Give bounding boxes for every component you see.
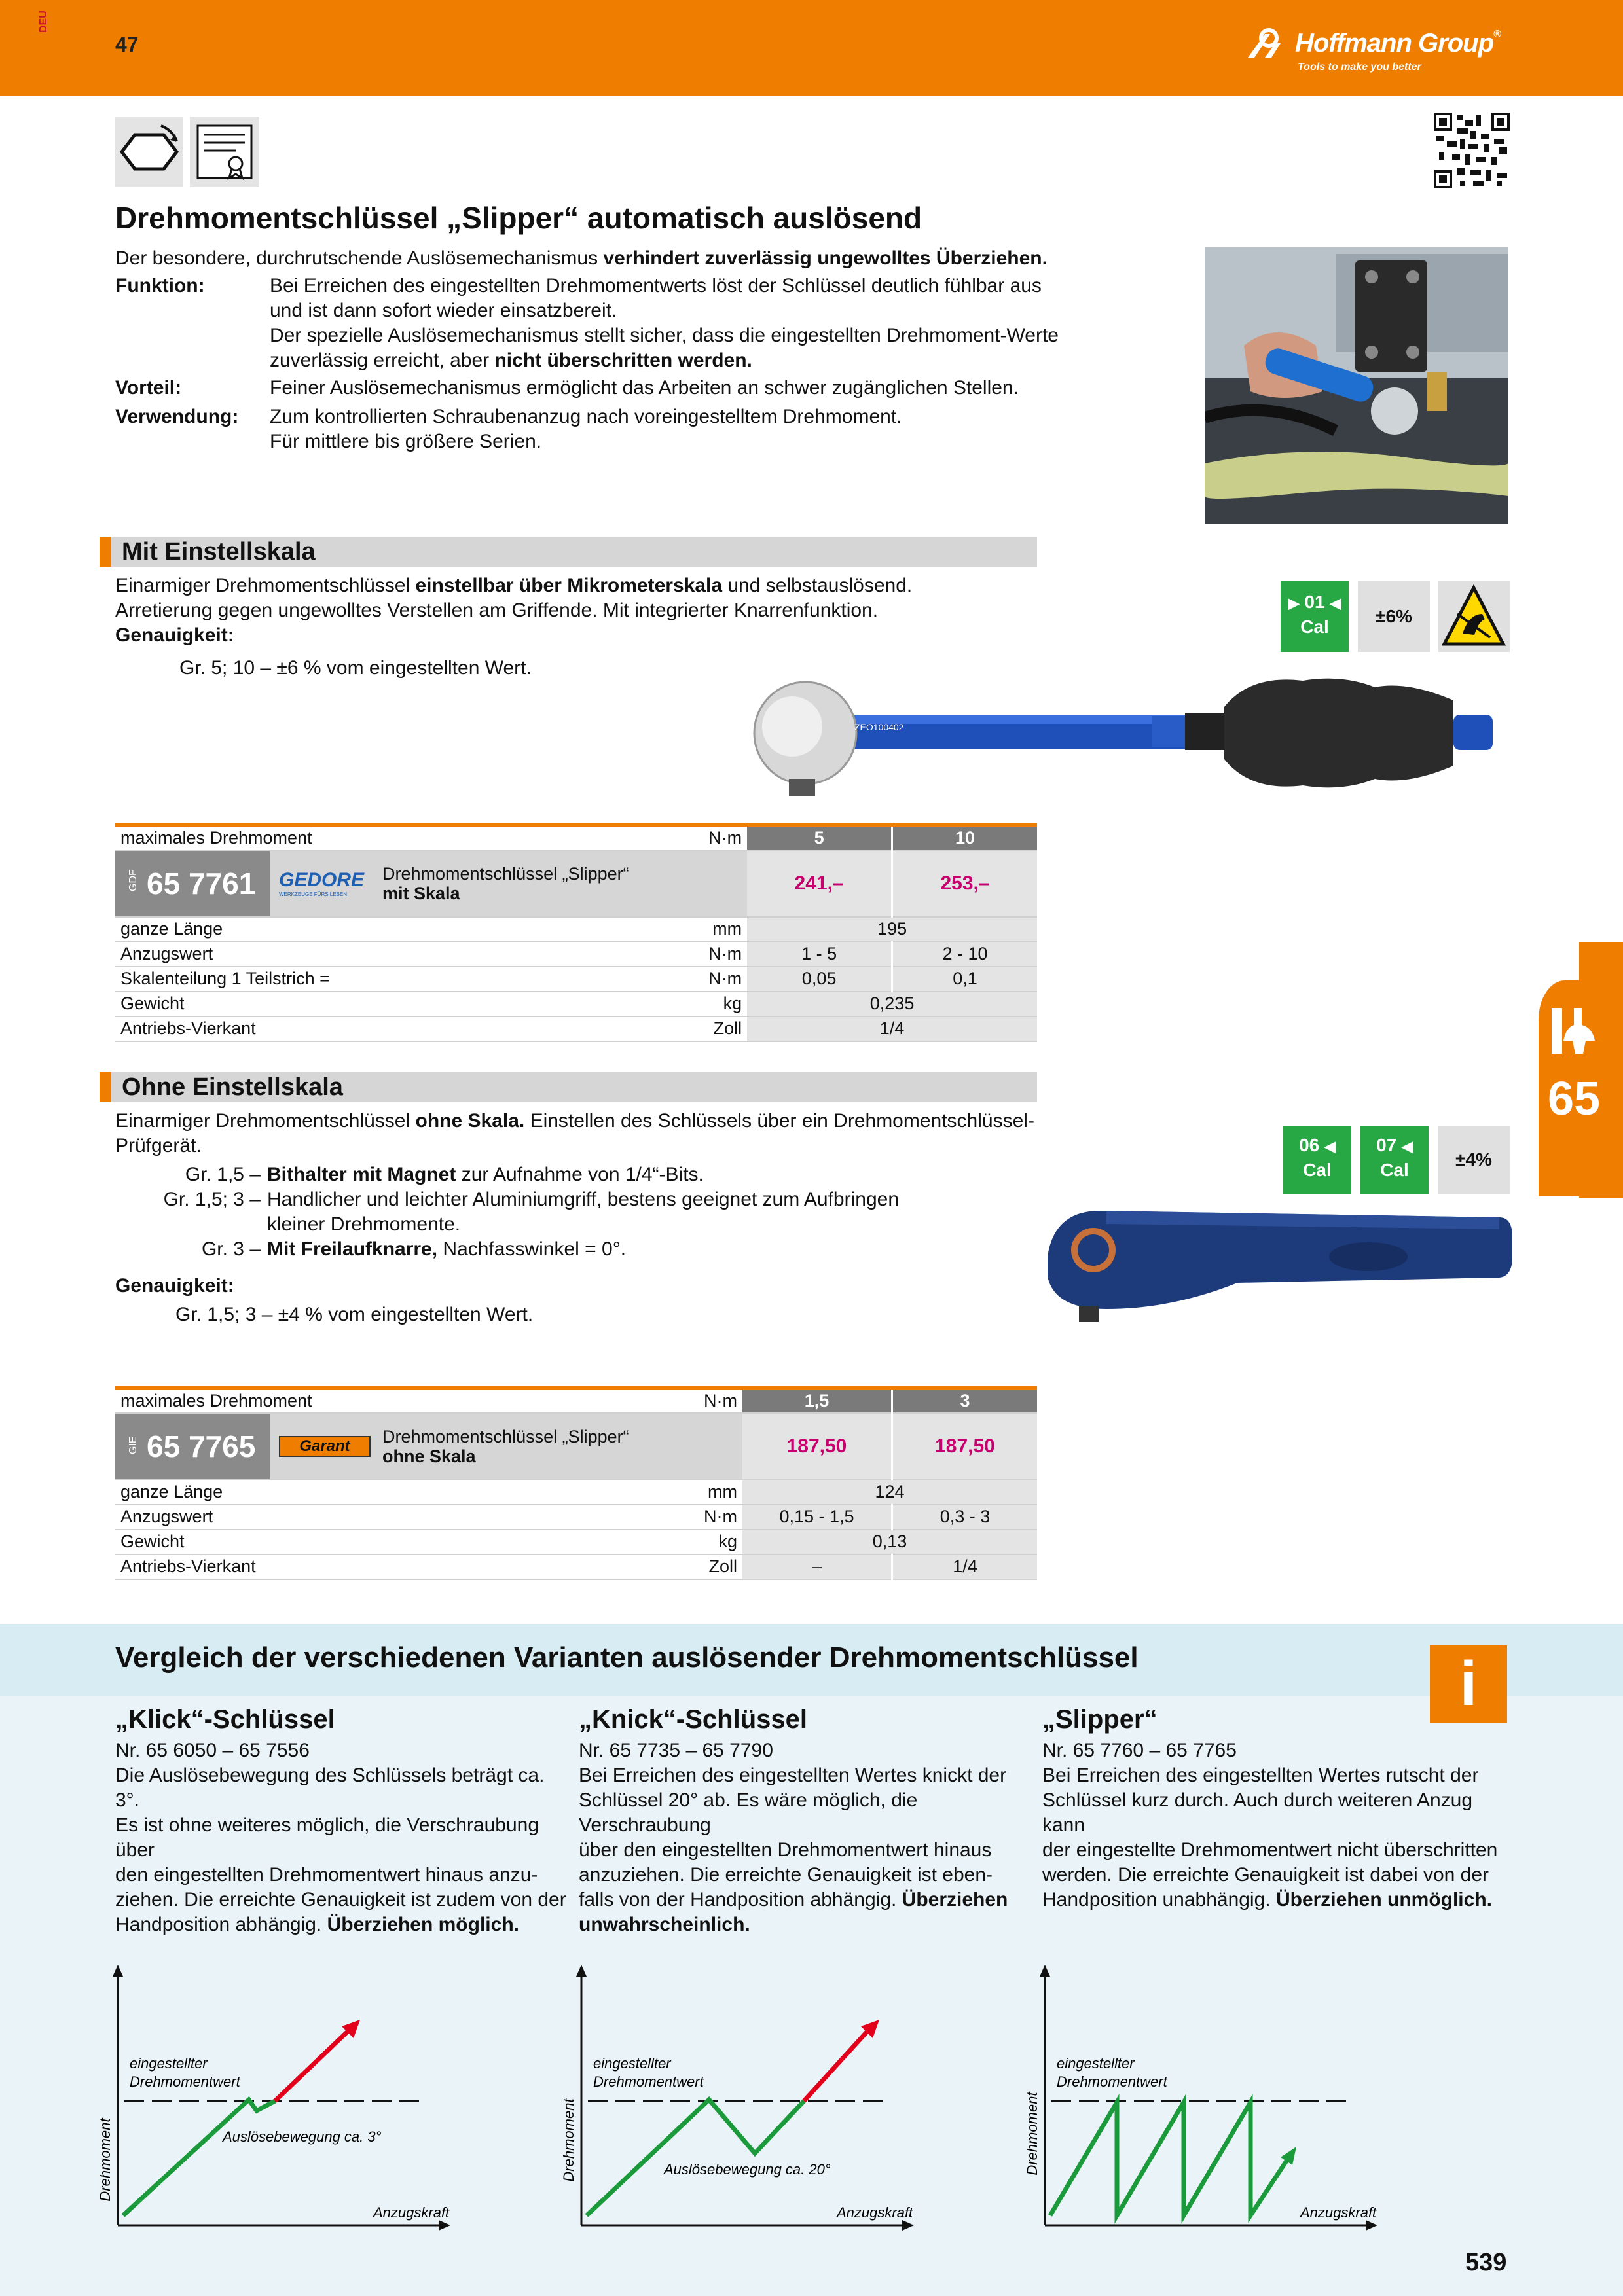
row-label: Antriebs-Vierkant bbox=[115, 1554, 601, 1579]
svg-text:Auslösebewegung ca. 3°: Auslösebewegung ca. 3° bbox=[223, 2128, 382, 2145]
article-number[interactable]: 65 7761 bbox=[147, 866, 256, 901]
gedore-logo: GEDORE bbox=[279, 869, 365, 891]
diagram-slipper bbox=[1012, 1964, 1379, 2238]
row-value: 1 - 5 bbox=[747, 942, 892, 967]
calibration-badge-07: 07 ◀ Cal bbox=[1360, 1126, 1429, 1194]
spec-table-657761 bbox=[115, 823, 1037, 1042]
article-code-prefix: GIE bbox=[128, 1435, 139, 1454]
application-photo bbox=[1205, 247, 1508, 524]
brand-name: Hoffmann Group® bbox=[1295, 29, 1501, 58]
article-desc-1: Drehmomentschlüssel „Slipper“ bbox=[382, 1426, 629, 1446]
svg-text:Anzugskraft: Anzugskraft bbox=[837, 2204, 913, 2221]
price-size-3: 187,50 bbox=[892, 1413, 1037, 1480]
row-label: Gewicht bbox=[115, 992, 605, 1016]
svg-text:Anzugskraft: Anzugskraft bbox=[1300, 2204, 1377, 2221]
info-icon: i bbox=[1430, 1645, 1507, 1723]
esd-warning-icon bbox=[1438, 581, 1510, 652]
svg-text:Anzugskraft: Anzugskraft bbox=[373, 2204, 450, 2221]
calibration-badge-06: 06 ◀ Cal bbox=[1283, 1126, 1351, 1194]
svg-text:Auslösebewegung ca. 20°: Auslösebewegung ca. 20° bbox=[664, 2161, 831, 2178]
size-5: 5 bbox=[747, 825, 892, 850]
qr-code bbox=[1434, 113, 1510, 188]
row-unit: N·m bbox=[601, 1505, 742, 1530]
product-title: Drehmomentschlüssel „Slipper“ automatisch auslösend bbox=[115, 201, 922, 235]
funktion-label: Funktion: bbox=[115, 275, 205, 296]
price-size-5: 241,– bbox=[747, 850, 892, 917]
vorteil-label: Vorteil: bbox=[115, 377, 182, 399]
chapter-number: 65 bbox=[1548, 1073, 1601, 1125]
section2-desc: Einarmiger Drehmomentschlüssel ohne Skala. Einstellen des Schlüssels über ein Drehmomentschlüssel- Prüfgerät. bbox=[115, 1110, 1034, 1157]
row-label: Anzugswert bbox=[115, 942, 605, 967]
row-value: 195 bbox=[747, 917, 1037, 942]
row-unit: kg bbox=[601, 1530, 742, 1554]
tool-image-garant bbox=[1041, 1198, 1512, 1329]
svg-text:Drehmomentwert: Drehmomentwert bbox=[1057, 2073, 1167, 2090]
row-unit: kg bbox=[605, 992, 747, 1016]
accuracy-box-6: ±6% bbox=[1358, 581, 1430, 652]
row-value: 1/4 bbox=[747, 1016, 1037, 1041]
row-label: Skalenteilung 1 Teilstrich = bbox=[115, 967, 605, 992]
garant-logo: Garant bbox=[279, 1436, 371, 1457]
svg-text:eingestellter: eingestellter bbox=[130, 2055, 208, 2072]
article-row-657761 bbox=[115, 850, 747, 917]
language-tag: DEU bbox=[38, 10, 49, 33]
article-desc-2: mit Skala bbox=[382, 883, 460, 903]
funktion-text: Bei Erreichen des eingestellten Drehmomentwerts löst der Schlüssel deutlich fühlbar aus und ist dann sofort wieder einsatzbereit. Der spezielle Auslösemechanismus stellt sicher, dass die eingestellten Drehmoment-Werte zuverlässig erreicht, aber nicht überschritten werden. bbox=[270, 275, 1059, 371]
row-label: Anzugswert bbox=[115, 1505, 601, 1530]
vorteil-text: Feiner Auslösemechanismus ermöglicht das Arbeiten an schwer zugänglichen Stellen. bbox=[270, 377, 1019, 399]
wrench-chapter-icon bbox=[1546, 1001, 1605, 1060]
row-unit: mm bbox=[601, 1480, 742, 1505]
max-torque-label: maximales Drehmoment bbox=[115, 825, 605, 850]
section2-accuracy: Gr. 1,5; 3 – ±4 % vom eingestellten Wert. bbox=[175, 1304, 534, 1325]
row-label: ganze Länge bbox=[115, 917, 605, 942]
row-unit: N·m bbox=[605, 967, 747, 992]
compare-col-slipper: „Slipper“ Nr. 65 7760 – 65 7765 Bei Erreichen des eingestellten Wertes rutscht der Schlüssel kurz durch. Auch durch weiteren Anzug kann der eingestellte Drehmomentwert nicht überschritten werden. Die erreichte Genauigkeit ist dabei von der Handposition unabhängig. Überziehen unmöglich. bbox=[1042, 1705, 1498, 1910]
row-label: Gewicht bbox=[115, 1530, 601, 1554]
row-value: 2 - 10 bbox=[892, 942, 1037, 967]
row-value: 0,05 bbox=[747, 967, 892, 992]
svg-text:ZEO100402: ZEO100402 bbox=[854, 722, 904, 732]
row-value: 1/4 bbox=[892, 1554, 1037, 1579]
size-10: 10 bbox=[892, 825, 1037, 850]
gedore-sub: WERKZEUGE FÜRS LEBEN bbox=[279, 891, 348, 897]
max-torque-label: maximales Drehmoment bbox=[115, 1388, 601, 1413]
article-desc-2: ohne Skala bbox=[382, 1446, 476, 1466]
svg-text:Drehmoment: Drehmoment bbox=[97, 2118, 113, 2202]
price-size-10: 253,– bbox=[892, 850, 1037, 917]
size-3: 3 bbox=[892, 1388, 1037, 1413]
row-value: 0,13 bbox=[742, 1530, 1037, 1554]
article-number[interactable]: 65 7765 bbox=[147, 1429, 256, 1463]
verwendung-label: Verwendung: bbox=[115, 406, 239, 427]
accuracy-box-4: ±4% bbox=[1438, 1126, 1510, 1194]
article-desc-1: Drehmomentschlüssel „Slipper“ bbox=[382, 863, 629, 884]
row-label: ganze Länge bbox=[115, 1480, 601, 1505]
certificate-icon bbox=[190, 117, 259, 187]
max-torque-unit: N·m bbox=[605, 825, 747, 850]
article-code-prefix: GDF bbox=[128, 869, 139, 891]
section-ohne-einstellskala: Ohne Einstellskala bbox=[100, 1072, 1037, 1102]
page-number: 539 bbox=[1465, 2249, 1507, 2276]
intro-lead: Der besondere, durchrutschende Auslösemechanismus verhindert zuverlässig ungewolltes Überziehen. bbox=[115, 247, 1048, 269]
row-unit: Zoll bbox=[605, 1016, 747, 1041]
svg-text:Drehmomentwert: Drehmomentwert bbox=[130, 2073, 240, 2090]
compare-title: Vergleich der verschiedenen Varianten auslösender Drehmomentschlüssel bbox=[115, 1641, 1139, 1674]
row-unit: mm bbox=[605, 917, 747, 942]
svg-text:Drehmoment: Drehmoment bbox=[1024, 2092, 1040, 2176]
row-label: Antriebs-Vierkant bbox=[115, 1016, 605, 1041]
page-number-top: 47 bbox=[115, 33, 139, 56]
hoffmann-logo-icon bbox=[1245, 27, 1291, 60]
row-value: 0,15 - 1,5 bbox=[742, 1505, 892, 1530]
row-value: 124 bbox=[742, 1480, 1037, 1505]
row-value: 0,235 bbox=[747, 992, 1037, 1016]
size-1-5: 1,5 bbox=[742, 1388, 892, 1413]
brand-tagline: Tools to make you better bbox=[1298, 62, 1421, 73]
section1-desc: Einarmiger Drehmomentschlüssel einstellbar über Mikrometerskala und selbstauslösend. Arretierung gegen ungewolltes Verstellen am Griffende. Mit integrierter Knarrenfunktion. Genauigkeit: bbox=[115, 575, 913, 646]
row-value: 0,1 bbox=[892, 967, 1037, 992]
hexagon-nut-icon bbox=[115, 117, 183, 187]
section-mit-einstellskala: Mit Einstellskala bbox=[100, 537, 1037, 567]
svg-text:Drehmomentwert: Drehmomentwert bbox=[593, 2073, 704, 2090]
page-header bbox=[0, 0, 1623, 96]
calibration-badge-01: ▶ 01 ◀ Cal bbox=[1281, 581, 1349, 652]
svg-text:eingestellter: eingestellter bbox=[1057, 2055, 1135, 2072]
svg-text:eingestellter: eingestellter bbox=[593, 2055, 671, 2072]
diagram-knick bbox=[549, 1964, 915, 2238]
section2-features: Gr. 1,5 – Bithalter mit Magnet zur Aufnahme von 1/4“-Bits. Gr. 1,5; 3 – Handlicher und leichter Aluminiumgriff, bestens geeignet zum Aufbringen kleiner Drehmomente. Gr. 3 – Mit Freilaufknarre, Nachfasswinkel = 0°. bbox=[163, 1164, 900, 1260]
compare-col-klick: „Klick“-Schlüssel Nr. 65 6050 – 65 7556 Die Auslösebewegung des Schlüssels beträgt ca. 3°. Es ist ohne weiteres möglich, die Verschraubung über den eingestellten Drehmomentwert hinaus anzu- ziehen. Die erreichte Genauigkeit ist zudem von der Handposition abhängig. Überziehen möglich. bbox=[115, 1705, 566, 1935]
diagram-klick bbox=[85, 1964, 452, 2238]
svg-text:Drehmoment: Drehmoment bbox=[560, 2098, 577, 2182]
max-torque-unit: N·m bbox=[601, 1388, 742, 1413]
section2-genau-label: Genauigkeit: bbox=[115, 1275, 234, 1297]
row-unit: Zoll bbox=[601, 1554, 742, 1579]
price-size-1-5: 187,50 bbox=[742, 1413, 892, 1480]
spec-table-657765 bbox=[115, 1386, 1037, 1580]
section1-accuracy: Gr. 5; 10 – ±6 % vom eingestellten Wert. bbox=[179, 657, 532, 679]
tool-image-gedore bbox=[727, 661, 1512, 818]
compare-col-knick: „Knick“-Schlüssel Nr. 65 7735 – 65 7790 Bei Erreichen des eingestellten Wertes knickt der Schlüssel 20° ab. Es wäre möglich, die Verschraubung über den eingestellten Drehmomentwert hinaus anzuziehen. Die erreichte Genauigkeit ist eben- falls von der Handposition abhängig. Überziehen unwahrscheinlich. bbox=[579, 1705, 1008, 1935]
verwendung-text: Zum kontrollierten Schraubenanzug nach voreingestelltem Drehmoment. Für mittlere bis größere Serien. bbox=[270, 406, 902, 452]
row-value: – bbox=[742, 1554, 892, 1579]
article-row-657765 bbox=[115, 1413, 742, 1480]
row-value: 0,3 - 3 bbox=[892, 1505, 1037, 1530]
row-unit: N·m bbox=[605, 942, 747, 967]
